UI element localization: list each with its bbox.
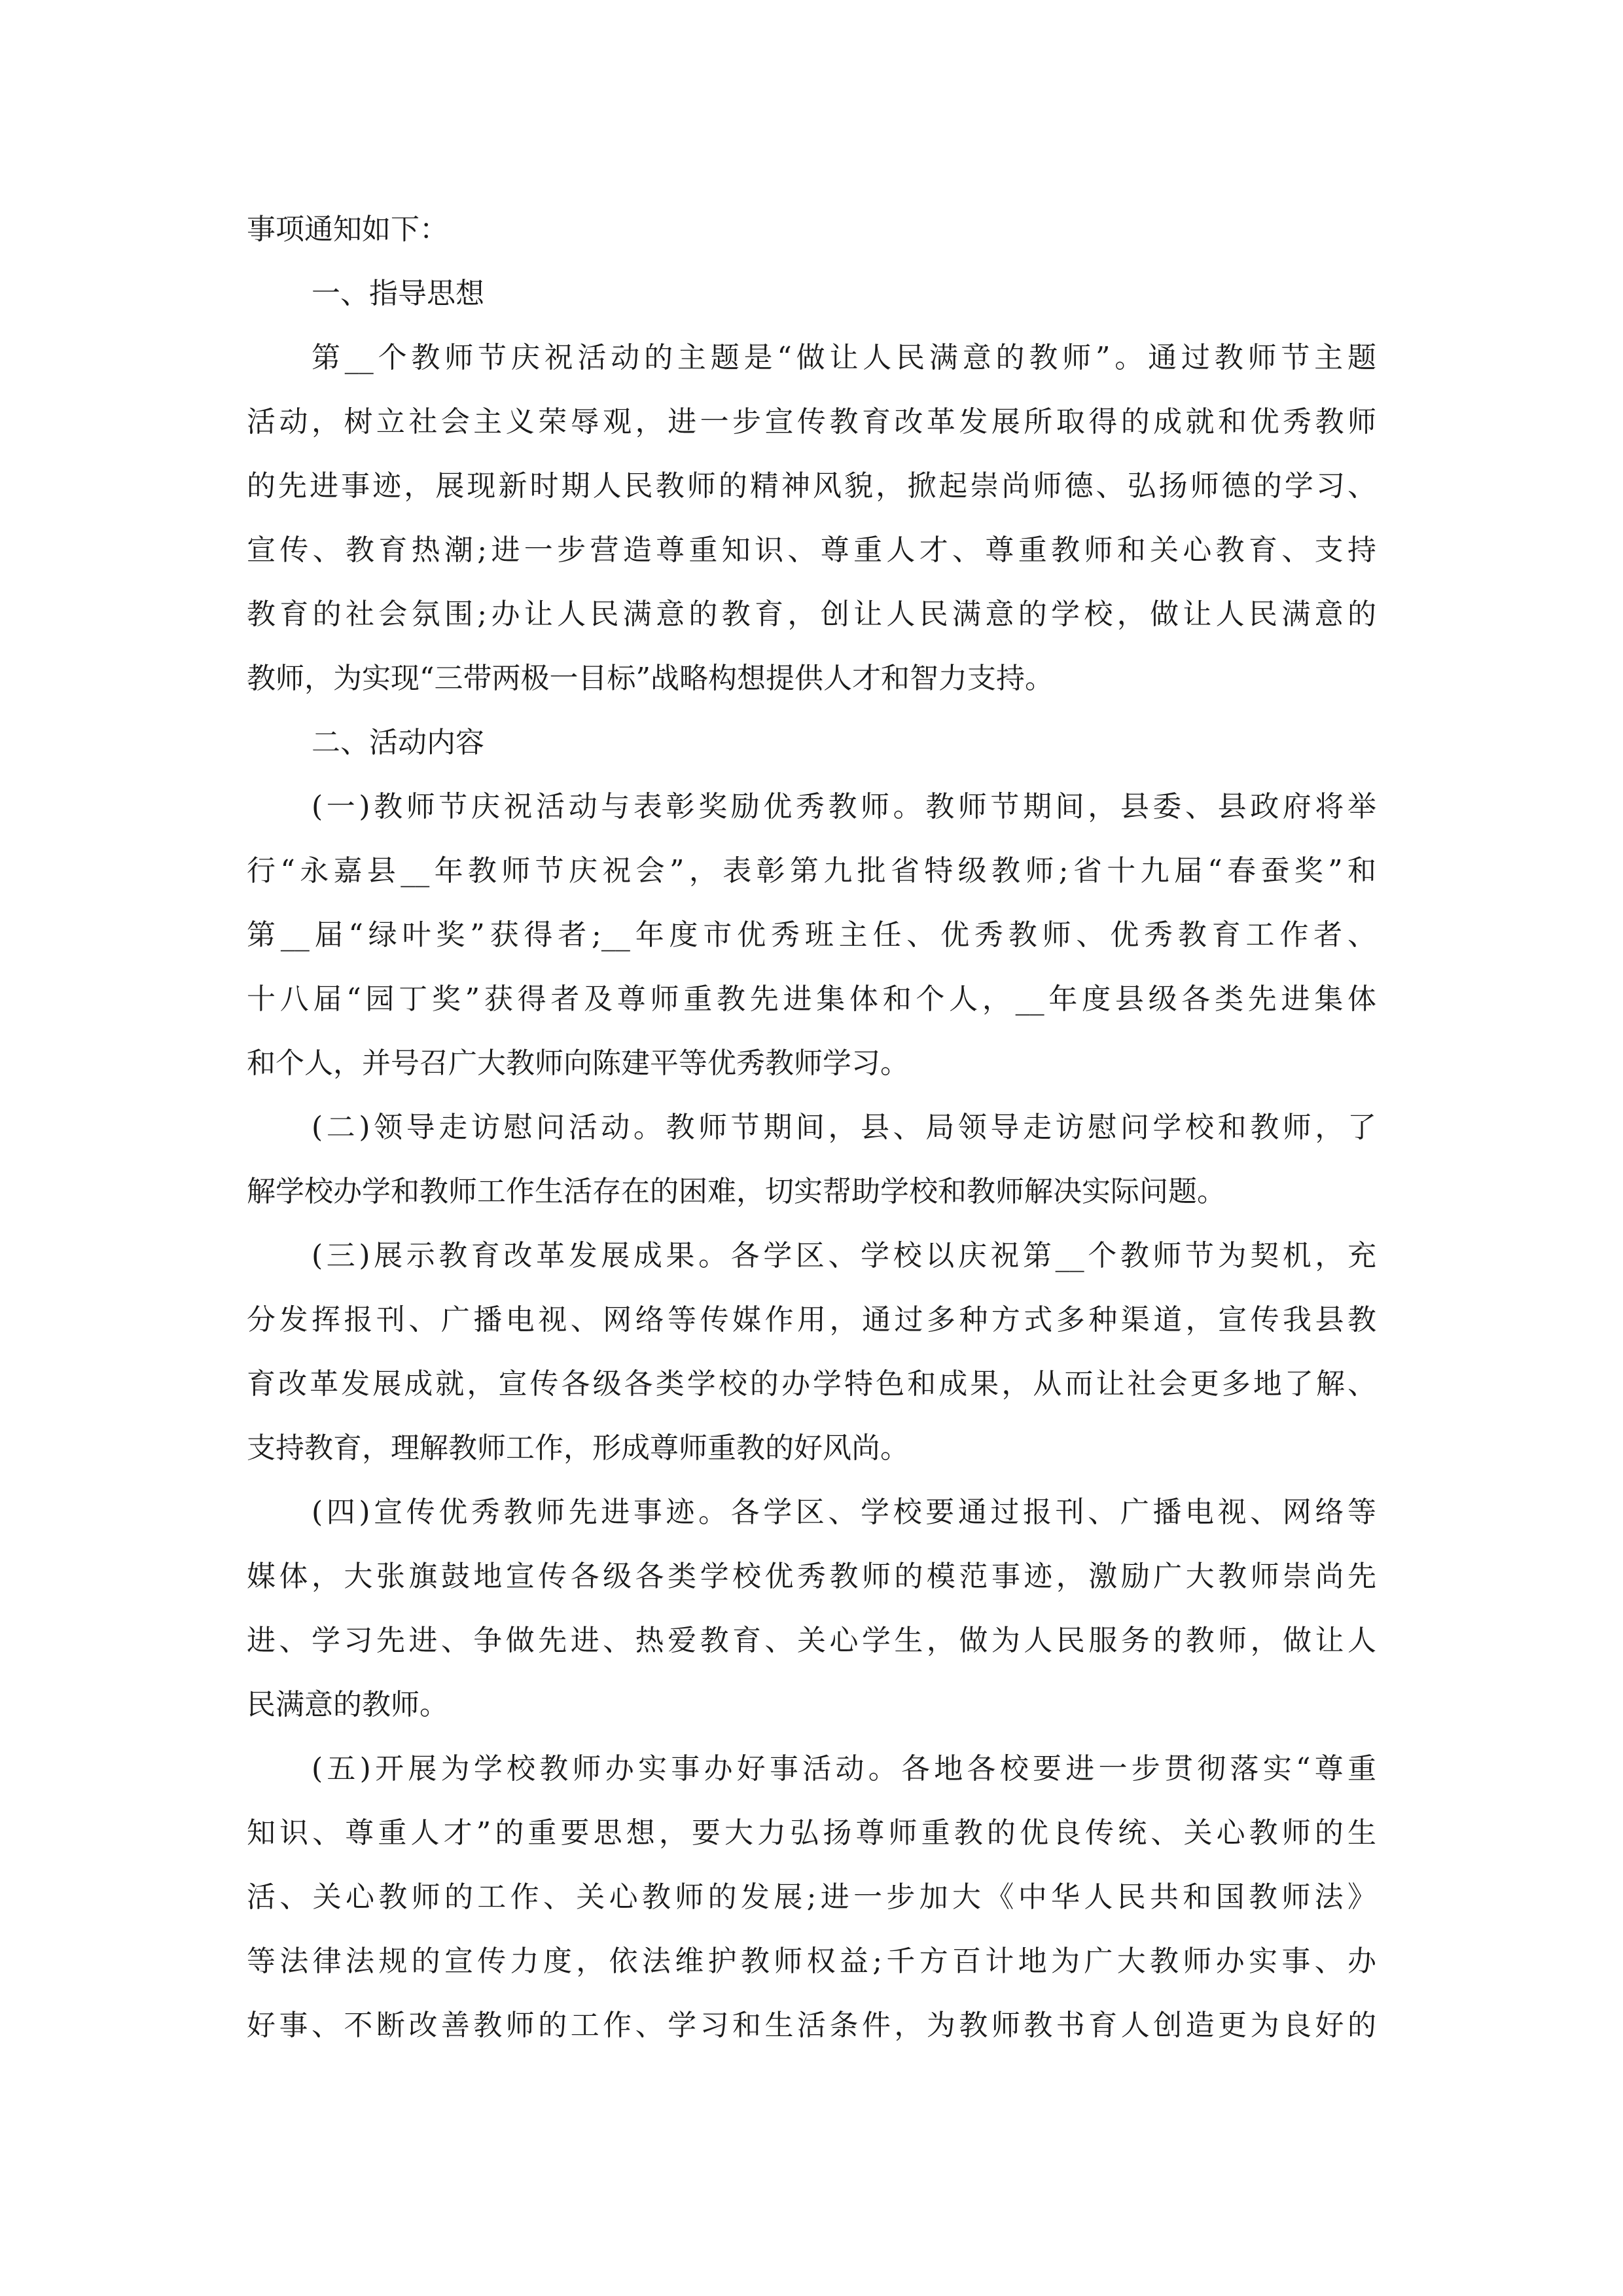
section-heading: 二、活动内容: [312, 726, 484, 759]
text-line: 事项通知如下：: [247, 213, 448, 246]
paragraph-line: 活动，树立社会主义荣辱观，进一步宣传教育改革发展所取得的成就和优秀教师: [247, 405, 1376, 439]
paragraph-line: 好事、不断改善教师的工作、学习和生活条件，为教师教书育人创造更为良好的: [247, 2009, 1376, 2042]
paragraph-line: 的先进事迹，展现新时期人民教师的精神风貌，掀起崇尚师德、弘扬师德的学习、: [247, 469, 1376, 503]
paragraph-line: 解学校办学和教师工作生活存在的困难，切实帮助学校和教师解决实际问题。: [247, 1175, 1226, 1208]
paragraph-line: 和个人，并号召广大教师向陈建平等优秀教师学习。: [247, 1047, 909, 1080]
paragraph-line: 宣传、教育热潮;进一步营造尊重知识、尊重人才、尊重教师和关心教育、支持: [247, 533, 1376, 567]
paragraph-line: 活、关心教师的工作、关心教师的发展;进一步加大《中华人民共和国教师法》: [247, 1880, 1376, 1914]
paragraph-line: (四)宣传优秀教师先进事迹。各学区、学校要通过报刊、广播电视、网络等: [312, 1496, 1376, 1529]
paragraph-line: 教师，为实现“三带两极一目标”战略构想提供人才和智力支持。: [247, 662, 1054, 695]
paragraph-line: 分发挥报刊、广播电视、网络等传媒作用，通过多种方式多种渠道，宣传我县教: [247, 1303, 1376, 1336]
paragraph-line: 第__个教师节庆祝活动的主题是“做让人民满意的教师”。通过教师节主题: [312, 341, 1376, 374]
paragraph-line: 民满意的教师。: [247, 1688, 448, 1721]
paragraph-line: 媒体，大张旗鼓地宣传各级各类学校优秀教师的模范事迹，激励广大教师崇尚先: [247, 1560, 1376, 1593]
paragraph-line: 知识、尊重人才”的重要思想，要大力弘扬尊师重教的优良传统、关心教师的生: [247, 1816, 1376, 1850]
paragraph-line: 进、学习先进、争做先进、热爱教育、关心学生，做为人民服务的教师，做让人: [247, 1624, 1376, 1657]
paragraph-line: 十八届“园丁奖”获得者及尊师重教先进集体和个人，__年度县级各类先进集体: [247, 982, 1376, 1016]
paragraph-line: 育改革发展成就，宣传各级各类学校的办学特色和成果，从而让社会更多地了解、: [247, 1367, 1376, 1401]
paragraph-line: 等法律法规的宣传力度，依法维护教师权益;千方百计地为广大教师办实事、办: [247, 1945, 1376, 1978]
section-heading: 一、指导思想: [312, 277, 484, 310]
paragraph-line: (三)展示教育改革发展成果。各学区、学校以庆祝第__个教师节为契机，充: [312, 1239, 1376, 1272]
document-body: [247, 198, 1376, 2058]
paragraph-line: 支持教育，理解教师工作，形成尊师重教的好风尚。: [247, 1431, 909, 1465]
paragraph-line: (一)教师节庆祝活动与表彰奖励优秀教师。教师节期间，县委、县政府将举: [312, 790, 1376, 823]
paragraph-line: (二)领导走访慰问活动。教师节期间，县、局领导走访慰问学校和教师，了: [312, 1111, 1376, 1144]
paragraph-line: 第__届“绿叶奖”获得者;__年度市优秀班主任、优秀教师、优秀教育工作者、: [247, 918, 1376, 952]
paragraph-line: 行“永嘉县__年教师节庆祝会”，表彰第九批省特级教师;省十九届“春蚕奖”和: [247, 854, 1376, 888]
paragraph-line: 教育的社会氛围;办让人民满意的教育，创让人民满意的学校，做让人民满意的: [247, 598, 1376, 631]
paragraph-line: (五)开展为学校教师办实事办好事活动。各地各校要进一步贯彻落实“尊重: [312, 1752, 1376, 1785]
